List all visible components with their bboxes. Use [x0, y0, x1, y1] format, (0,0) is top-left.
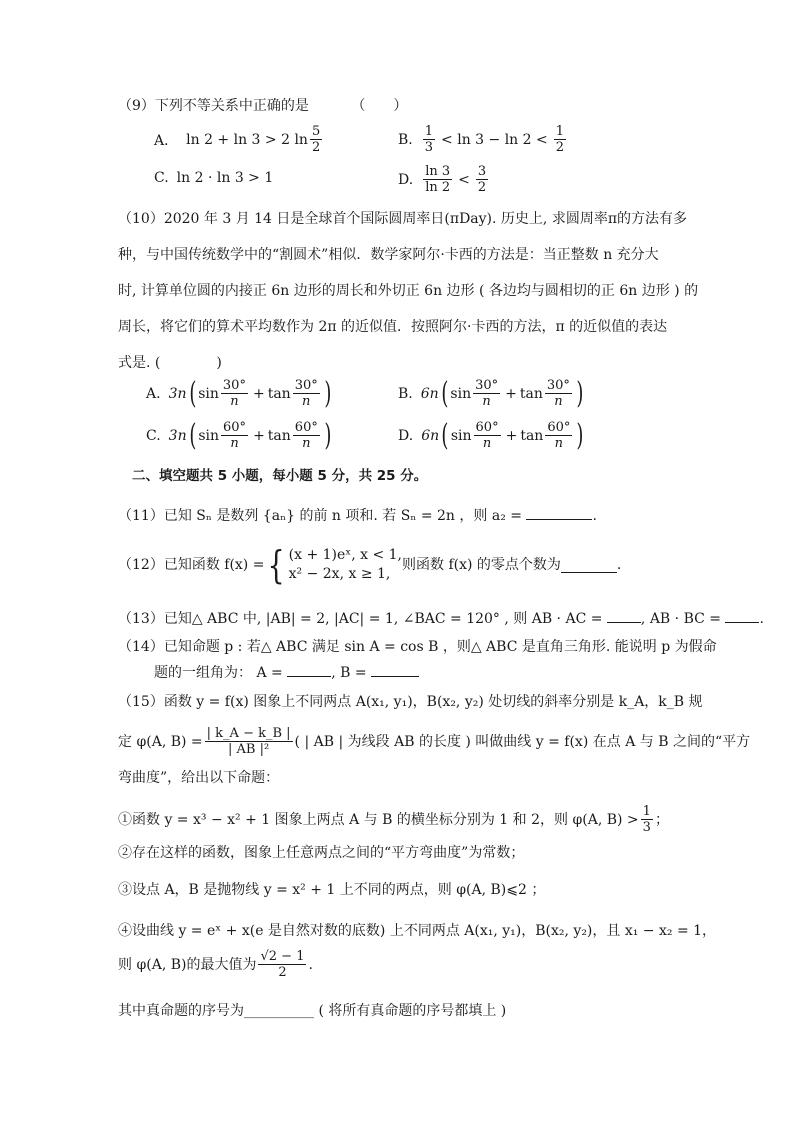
q9-option-c: [154, 170, 273, 186]
q9-option-b-expr: < ln 3 − ln 2 <: [441, 131, 548, 148]
q10-option-b-coef: 6n: [420, 385, 439, 402]
q9-option-d-label: D.: [398, 171, 414, 188]
q14-answer-blank-a[interactable]: [287, 662, 331, 677]
q13-answer-blank-2[interactable]: [725, 608, 759, 623]
q10-option-b: B. 6n ( sin $\frac{30^\circ}{n}$ + tan $\frac{30^\circ}{n}$ ): [398, 375, 584, 411]
q12-case1: (x + 1)eˣ, x < 1,: [288, 547, 403, 563]
q14-line1: （14）已知命题 p : 若△ ABC 满足 sin A = cos B ，则△ ABC 是直角三角形. 能说明 p 为假命: [118, 639, 717, 655]
q15-prop4-cont-text: 则 φ(A, B)的最大值为: [118, 956, 257, 973]
q12-answer-blank[interactable]: [561, 558, 617, 573]
q14-answer-blank-b[interactable]: [371, 662, 419, 677]
q12-pre: （12）已知函数 f(x) =: [118, 557, 265, 573]
q10-line2: 种，与中国传统数学中的“割圆术”相似．数学家阿尔·卡西的方法是：当正整数 n 充分大: [118, 247, 659, 263]
q12-case2: x² − 2x, x ≥ 1,: [288, 566, 391, 582]
q15-prop4: ④设曲线 y = eˣ + x(e 是自然对数的底数) 上不同两点 A(x₁, y₁)，B(x₂, y₂)，且 x₁ − x₂ = 1，: [118, 923, 717, 939]
q12-brace: {: [268, 543, 286, 587]
q9-option-b-label: B.: [398, 131, 413, 148]
q9-option-d-frac1: $\frac{\ln 3}{\ln 2}$: [425, 164, 451, 195]
q9-option-a-label: A．: [154, 132, 179, 149]
q10-option-a-label: A.: [146, 385, 161, 402]
q10-option-a: A. 3n ( sin $\frac{30^\circ}{n}$ + tan $\frac{30^\circ}{n}$ ): [146, 375, 332, 411]
q9-option-d-frac2: $\frac{3}{2}$: [477, 164, 487, 195]
q11-text: （11）已知 Sₙ 是数列 {aₙ} 的前 n 项和. 若 Sₙ = 2n ，则 a₂ =: [118, 508, 522, 524]
q15-prop1-text: ①函数 y = x³ − x² + 1 图象上两点 A 与 B 的横坐标分别为 1 和 2，则 φ(A, B) >: [118, 811, 639, 828]
q12: （12）已知函数 f(x) = { (x + 1)eˣ, x < 1, x² − 2x, x ≥ 1, 则函数 f(x) 的零点个数为 .: [118, 543, 622, 587]
q9-option-b-frac2: $\frac{1}{2}$: [555, 124, 565, 155]
q11: （11）已知 Sₙ 是数列 {aₙ} 的前 n 项和. 若 Sₙ = 2n ，则 a₂ = .: [118, 505, 597, 526]
q9-option-b: [398, 124, 568, 155]
q15-prop3: ③设点 A，B 是抛物线 y = x² + 1 上不同的两点，则 φ(A, B)⩽2 ；: [118, 882, 546, 898]
q15-line2: [118, 726, 750, 757]
q13-text: （13）已知△ ABC 中, |AB| = 2, |AC| = 1, ∠BAC = 120° , 则 AB · AC =: [118, 611, 603, 627]
q9-option-c-label: C.: [154, 170, 169, 186]
q15-final: 其中真命题的序号为__________ ( 将所有真命题的序号都填上 ): [118, 1003, 507, 1019]
q15-line2-pre: 定 φ(A, B) =: [118, 733, 203, 750]
q14-line2b: , B =: [331, 665, 367, 681]
q13-mid: , AB · BC =: [640, 611, 722, 627]
q12-cases: [289, 546, 402, 584]
section-2-heading: 二、填空题共 5 小题，每小题 5 分，共 25 分。: [132, 468, 428, 484]
q9-option-b-frac1: $\frac{1}{3}$: [424, 124, 434, 155]
q15-prop4-cont: [118, 949, 313, 980]
q9-answer-paren: （ ）: [351, 98, 408, 114]
q9-option-a-expr: ln 2 + ln 3 > 2 ln: [186, 131, 308, 148]
q10-option-b-label: B.: [398, 385, 413, 402]
q9-option-a-fraction: $\frac{5}{2}$: [311, 124, 321, 155]
q11-answer-blank[interactable]: [526, 505, 592, 520]
q10-line4: 周长，将它们的算术平均数作为 2π 的近似值．按照阿尔·卡西的方法，π 的近似值的表达: [118, 319, 668, 335]
q10-line5: 式是. ( ): [118, 355, 222, 371]
q15-line1: （15）函数 y = f(x) 图象上不同两点 A(x₁, y₁)，B(x₂, y₂) 处切线的斜率分别是 k_A，k_B 规: [118, 694, 703, 710]
q15-phi-fraction: $\frac{| k\_A - k\_B |}{\text{| AB |²}}$: [206, 726, 291, 757]
q12-post: 则函数 f(x) 的零点个数为: [402, 557, 561, 573]
q15-prop2: ②存在这样的函数，图象上任意两点之间的“平方弯曲度”为常数；: [118, 845, 525, 861]
q13-answer-blank-1[interactable]: [607, 608, 641, 623]
q10-option-d: D. 6n ( sin $\frac{60^\circ}{n}$ + tan $\frac{60^\circ}{n}$ ): [398, 417, 584, 453]
q9-stem-text: （9）下列不等关系中正确的是: [118, 98, 309, 114]
q14-line2a: 题的一组角为： A =: [154, 665, 283, 681]
q10-option-c-label: C.: [146, 427, 161, 444]
q9-option-a: [154, 124, 324, 155]
q9-option-d: [398, 164, 490, 195]
q10-option-d-coef: 6n: [421, 427, 440, 444]
q10-option-a-coef: 3n: [168, 385, 187, 402]
q9-option-c-expr: ln 2 · ln 3 > 1: [176, 170, 274, 186]
q10-option-c: C. 3n ( sin $\frac{60^\circ}{n}$ + tan $\frac{60^\circ}{n}$ ): [146, 417, 332, 453]
q15-prop1-fraction: $\frac{1}{3}$: [642, 804, 651, 835]
q14-line2: [154, 662, 419, 683]
q15-prop1-end: ；: [654, 811, 669, 828]
q15-line3: 弯曲度”，给出以下命题：: [118, 770, 280, 786]
q10-line1: （10）2020 年 3 月 14 日是全球首个国际圆周率日(πDay). 历史上, 求圆周率π的方法有多: [118, 211, 688, 227]
q15-max-fraction: $\frac{√2 - 1}{2}$: [260, 949, 305, 980]
q10-option-d-label: D.: [398, 427, 414, 444]
q13: （13）已知△ ABC 中, |AB| = 2, |AC| = 1, ∠BAC = 120° , 则 AB · AC = , AB · BC = .: [118, 608, 764, 629]
q10-line3: 时, 计算单位圆的内接正 6n 边形的周长和外切正 6n 边形 ( 各边均与圆相切的正 6n 边形 ) 的: [118, 283, 699, 299]
q15-prop4-cont-end: .: [308, 956, 313, 973]
q15-line2-post: ( | AB | 为线段 AB 的长度 ) 叫做曲线 y = f(x) 在点 A 与 B 之间的“平方: [294, 733, 751, 750]
q9-stem: [118, 96, 407, 116]
q9-option-d-op: <: [458, 171, 470, 188]
q15-prop1: [118, 804, 669, 835]
q10-option-c-coef: 3n: [168, 427, 187, 444]
